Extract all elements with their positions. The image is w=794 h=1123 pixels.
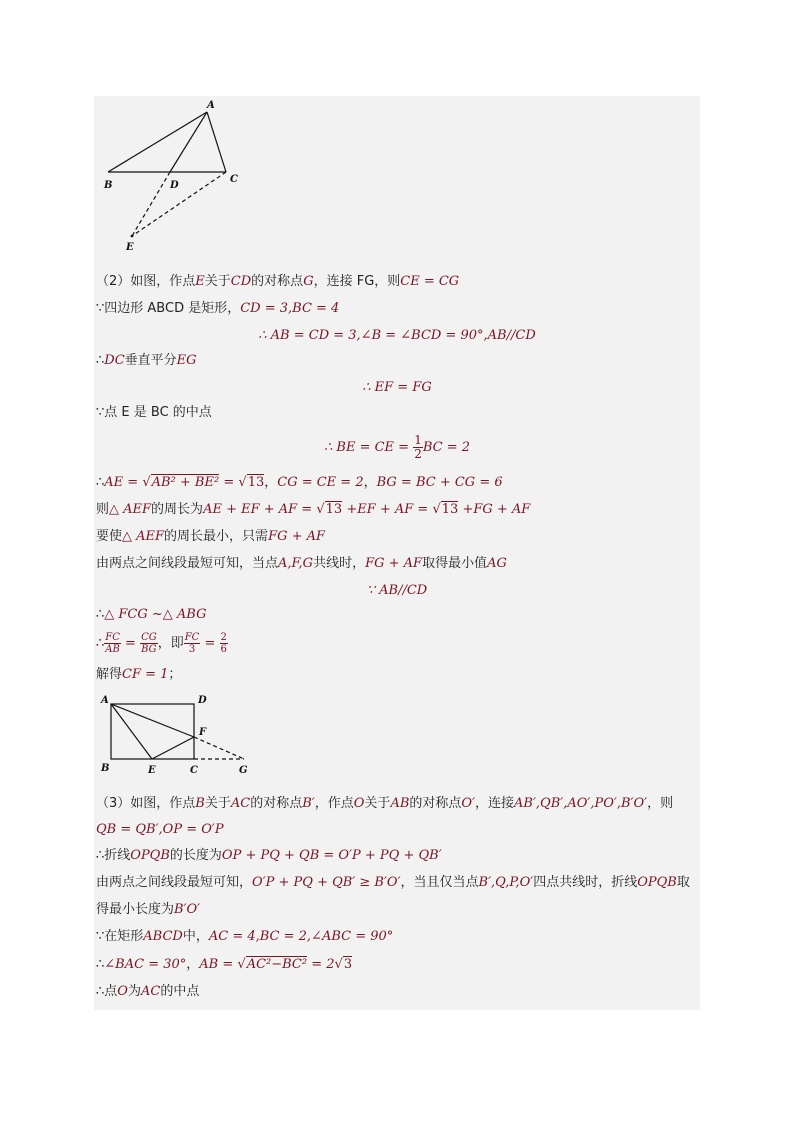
text-segment: QB = QB′,OP = O′P <box>96 822 224 837</box>
p2-line-6 <box>96 404 698 422</box>
text-segment: ，连接 <box>475 796 515 811</box>
text-segment: FC <box>105 632 120 643</box>
text-segment: FC <box>184 632 200 643</box>
label-d: D <box>170 180 179 191</box>
text-segment: FG + AF <box>268 529 326 544</box>
text-segment: = 2 <box>311 957 335 972</box>
text-segment: AE + EF + AF = <box>203 502 313 517</box>
figure-triangle-abc <box>100 98 250 258</box>
text-segment: 要使 <box>96 529 123 544</box>
text-segment: 共线时， <box>313 556 366 571</box>
p2-line-12 <box>96 582 698 600</box>
text-segment: B <box>195 796 205 811</box>
text-segment: 取得最小值 <box>422 556 488 571</box>
label-b: B <box>104 180 113 191</box>
text-segment: BG <box>141 644 157 655</box>
fraction-2-6 <box>220 632 228 655</box>
text-segment: AC <box>140 984 161 999</box>
text-segment: AB = <box>199 957 234 972</box>
text-segment: 的周长最小，只需 <box>164 529 269 544</box>
p2-line-15 <box>96 666 698 684</box>
p2-line-9: 则△ AEF的周长为AE + EF + AF = √13 +EF + AF = √13 +FG + AF <box>96 502 531 517</box>
text-segment: AB′,QB′,AO′,PO′,B′O′ <box>514 796 648 811</box>
text-segment: △ FCG ~△ ABG <box>104 607 207 622</box>
p2-line-7 <box>96 431 698 465</box>
label-a: A <box>101 695 109 706</box>
text-segment: = <box>204 636 216 651</box>
text-segment: O <box>117 984 128 999</box>
p2-line-3 <box>96 327 698 345</box>
text-segment: +EF + AF = <box>346 502 429 517</box>
text-segment: （2）如图，作点 <box>96 274 196 289</box>
text-segment: ∴ <box>96 957 105 972</box>
text-segment: EG <box>176 353 197 368</box>
p3-line-6 <box>96 928 698 946</box>
text-segment: AC²−BC² <box>246 957 308 972</box>
text-segment: BG = BC + CG = 6 <box>376 475 503 490</box>
text-segment: OPQB <box>130 848 170 863</box>
text-segment: 解得 <box>96 667 123 682</box>
label-g: G <box>239 765 248 776</box>
text-segment: ，则 <box>647 796 674 811</box>
text-segment: ∴ <box>96 475 105 490</box>
text-segment: CG = CE = 2 <box>277 475 364 490</box>
text-segment: B′,Q,P,O′ <box>478 875 534 890</box>
text-segment: AG <box>487 556 507 571</box>
text-segment: ∵点 E 是 BC 的中点 <box>96 405 212 420</box>
p2-line-10 <box>96 528 698 546</box>
text-segment: 13 <box>325 502 343 517</box>
text-segment: 的对称点 <box>409 796 462 811</box>
fraction-cg-bg <box>140 632 158 655</box>
text-segment: 得最小长度为 <box>96 902 175 917</box>
text-segment: 则 <box>96 502 110 517</box>
text-segment: 关于 <box>204 274 231 289</box>
label-c: C <box>190 765 198 776</box>
text-segment: ， <box>363 475 377 490</box>
p3-line-4 <box>96 874 698 892</box>
text-segment: 由两点之间线段最短可知，当点 <box>96 556 279 571</box>
text-segment: O′ <box>461 796 476 811</box>
text-segment: ∵四边形 ABCD 是矩形， <box>96 301 241 316</box>
p2-line-14 <box>96 630 698 658</box>
text-segment: B′O′ <box>174 902 201 917</box>
text-segment: 中， <box>182 929 209 944</box>
text-segment: 的对称点 <box>251 274 304 289</box>
text-segment: ∠BAC = 30° <box>104 957 187 972</box>
text-segment: 的对称点 <box>250 796 303 811</box>
text-segment: 1 <box>414 433 422 447</box>
text-segment: G <box>303 274 314 289</box>
text-segment: 四点共线时，折线 <box>533 875 638 890</box>
text-segment: CD = 3,BC = 4 <box>240 301 340 316</box>
text-segment: 为 <box>127 984 141 999</box>
text-segment: ∴点 <box>96 984 118 999</box>
label-a: A <box>207 100 215 111</box>
text-segment: ∴ <box>96 636 105 651</box>
text-segment: 的中点 <box>160 984 200 999</box>
text-segment: 13 <box>441 502 459 517</box>
label-e: E <box>126 242 134 253</box>
p3-line-5 <box>96 901 698 919</box>
text-segment: 取 <box>676 875 690 890</box>
text-segment: ， <box>186 957 200 972</box>
text-segment: BC = 2 <box>422 440 471 455</box>
text-segment: ∴折线 <box>96 848 131 863</box>
p2-line-11 <box>96 555 698 573</box>
text-segment: 的周长为 <box>151 502 204 517</box>
label-e: E <box>148 765 156 776</box>
p3-line-3 <box>96 847 698 865</box>
p3-line-2 <box>96 821 698 839</box>
text-segment: CG <box>141 632 157 643</box>
text-segment: AB <box>105 644 120 655</box>
p3-line-7: ∴∠BAC = 30°，AB = √AC²−BC² = 2√3 <box>96 957 353 972</box>
text-segment: CE = CG <box>400 274 460 289</box>
text-segment: ∴ <box>96 353 105 368</box>
text-segment: 3 <box>188 644 196 655</box>
fraction-half <box>413 434 423 461</box>
text-segment: 关于 <box>204 796 231 811</box>
text-segment: OP + PQ + QB = O′P + PQ + QB′ <box>221 848 442 863</box>
text-segment: ， <box>264 475 278 490</box>
text-segment: 2 <box>414 447 422 461</box>
text-segment: △ AEF <box>122 529 165 544</box>
text-segment: 6 <box>220 644 227 655</box>
text-segment: FG + AF <box>365 556 423 571</box>
text-segment: O′P + PQ + QB′ ≥ B′O′ <box>252 875 401 890</box>
text-segment: ∵ AB//CD <box>366 583 428 598</box>
text-segment: 2 <box>220 632 227 643</box>
text-segment: ∴ <box>96 607 105 622</box>
text-segment: ； <box>168 667 182 682</box>
text-segment: 的长度为 <box>169 848 222 863</box>
text-segment: = <box>125 636 136 651</box>
label-c: C <box>230 174 238 185</box>
text-segment: ，即 <box>157 636 184 651</box>
p3-line-8 <box>96 983 698 1001</box>
text-segment: ，当且仅当点 <box>400 875 479 890</box>
p2-line-4 <box>96 352 698 370</box>
text-segment: 由两点之间线段最短可知， <box>96 875 253 890</box>
p2-line-13 <box>96 606 698 624</box>
text-segment: （3）如图，作点 <box>96 796 196 811</box>
label-b: B <box>101 763 110 774</box>
text-segment: 垂直平分 <box>124 353 177 368</box>
text-segment: ABCD <box>143 929 183 944</box>
text-segment: ∴ EF = FG <box>362 380 432 395</box>
text-segment: ∴ BE = CE = <box>323 440 410 455</box>
text-segment: 13 <box>247 475 265 490</box>
p2-line-1 <box>96 273 698 291</box>
text-segment: AB <box>390 796 410 811</box>
text-segment: OPQB <box>637 875 677 890</box>
fraction-fc-3 <box>184 632 201 655</box>
text-segment: AE = <box>104 475 139 490</box>
label-f: F <box>199 727 207 738</box>
text-segment: = <box>223 475 235 490</box>
text-segment: A,F,G <box>278 556 314 571</box>
text-segment: ，作点 <box>314 796 354 811</box>
p2-line-2 <box>96 300 698 318</box>
p3-line-1 <box>96 795 698 813</box>
text-segment: ，连接 FG，则 <box>313 274 401 289</box>
text-segment: CD <box>230 274 252 289</box>
text-segment: E <box>195 274 205 289</box>
label-d: D <box>198 695 207 706</box>
text-segment: DC <box>104 353 125 368</box>
text-segment: AC <box>230 796 251 811</box>
text-segment: CF = 1 <box>122 667 169 682</box>
text-segment: AC = 4,BC = 2,∠ABC = 90° <box>208 929 394 944</box>
figure-rectangle-abcd <box>98 692 258 782</box>
text-segment: O <box>353 796 365 811</box>
fraction-fc-ab <box>104 632 121 655</box>
text-segment: AB² + BE² <box>151 475 220 490</box>
text-segment: B′ <box>302 796 315 811</box>
text-segment: 关于 <box>364 796 391 811</box>
text-segment: 3 <box>343 957 353 972</box>
text-segment: +FG + AF <box>462 502 531 517</box>
text-segment: △ AEF <box>109 502 152 517</box>
p2-line-5 <box>96 379 698 397</box>
text-segment: ∴ AB = CD = 3,∠B = ∠BCD = 90°,AB//CD <box>258 328 536 343</box>
text-segment: ∵在矩形 <box>96 929 144 944</box>
p2-line-8: ∴AE = √AB² + BE² = √13，CG = CE = 2，BG = BC + CG = 6 <box>96 475 503 490</box>
